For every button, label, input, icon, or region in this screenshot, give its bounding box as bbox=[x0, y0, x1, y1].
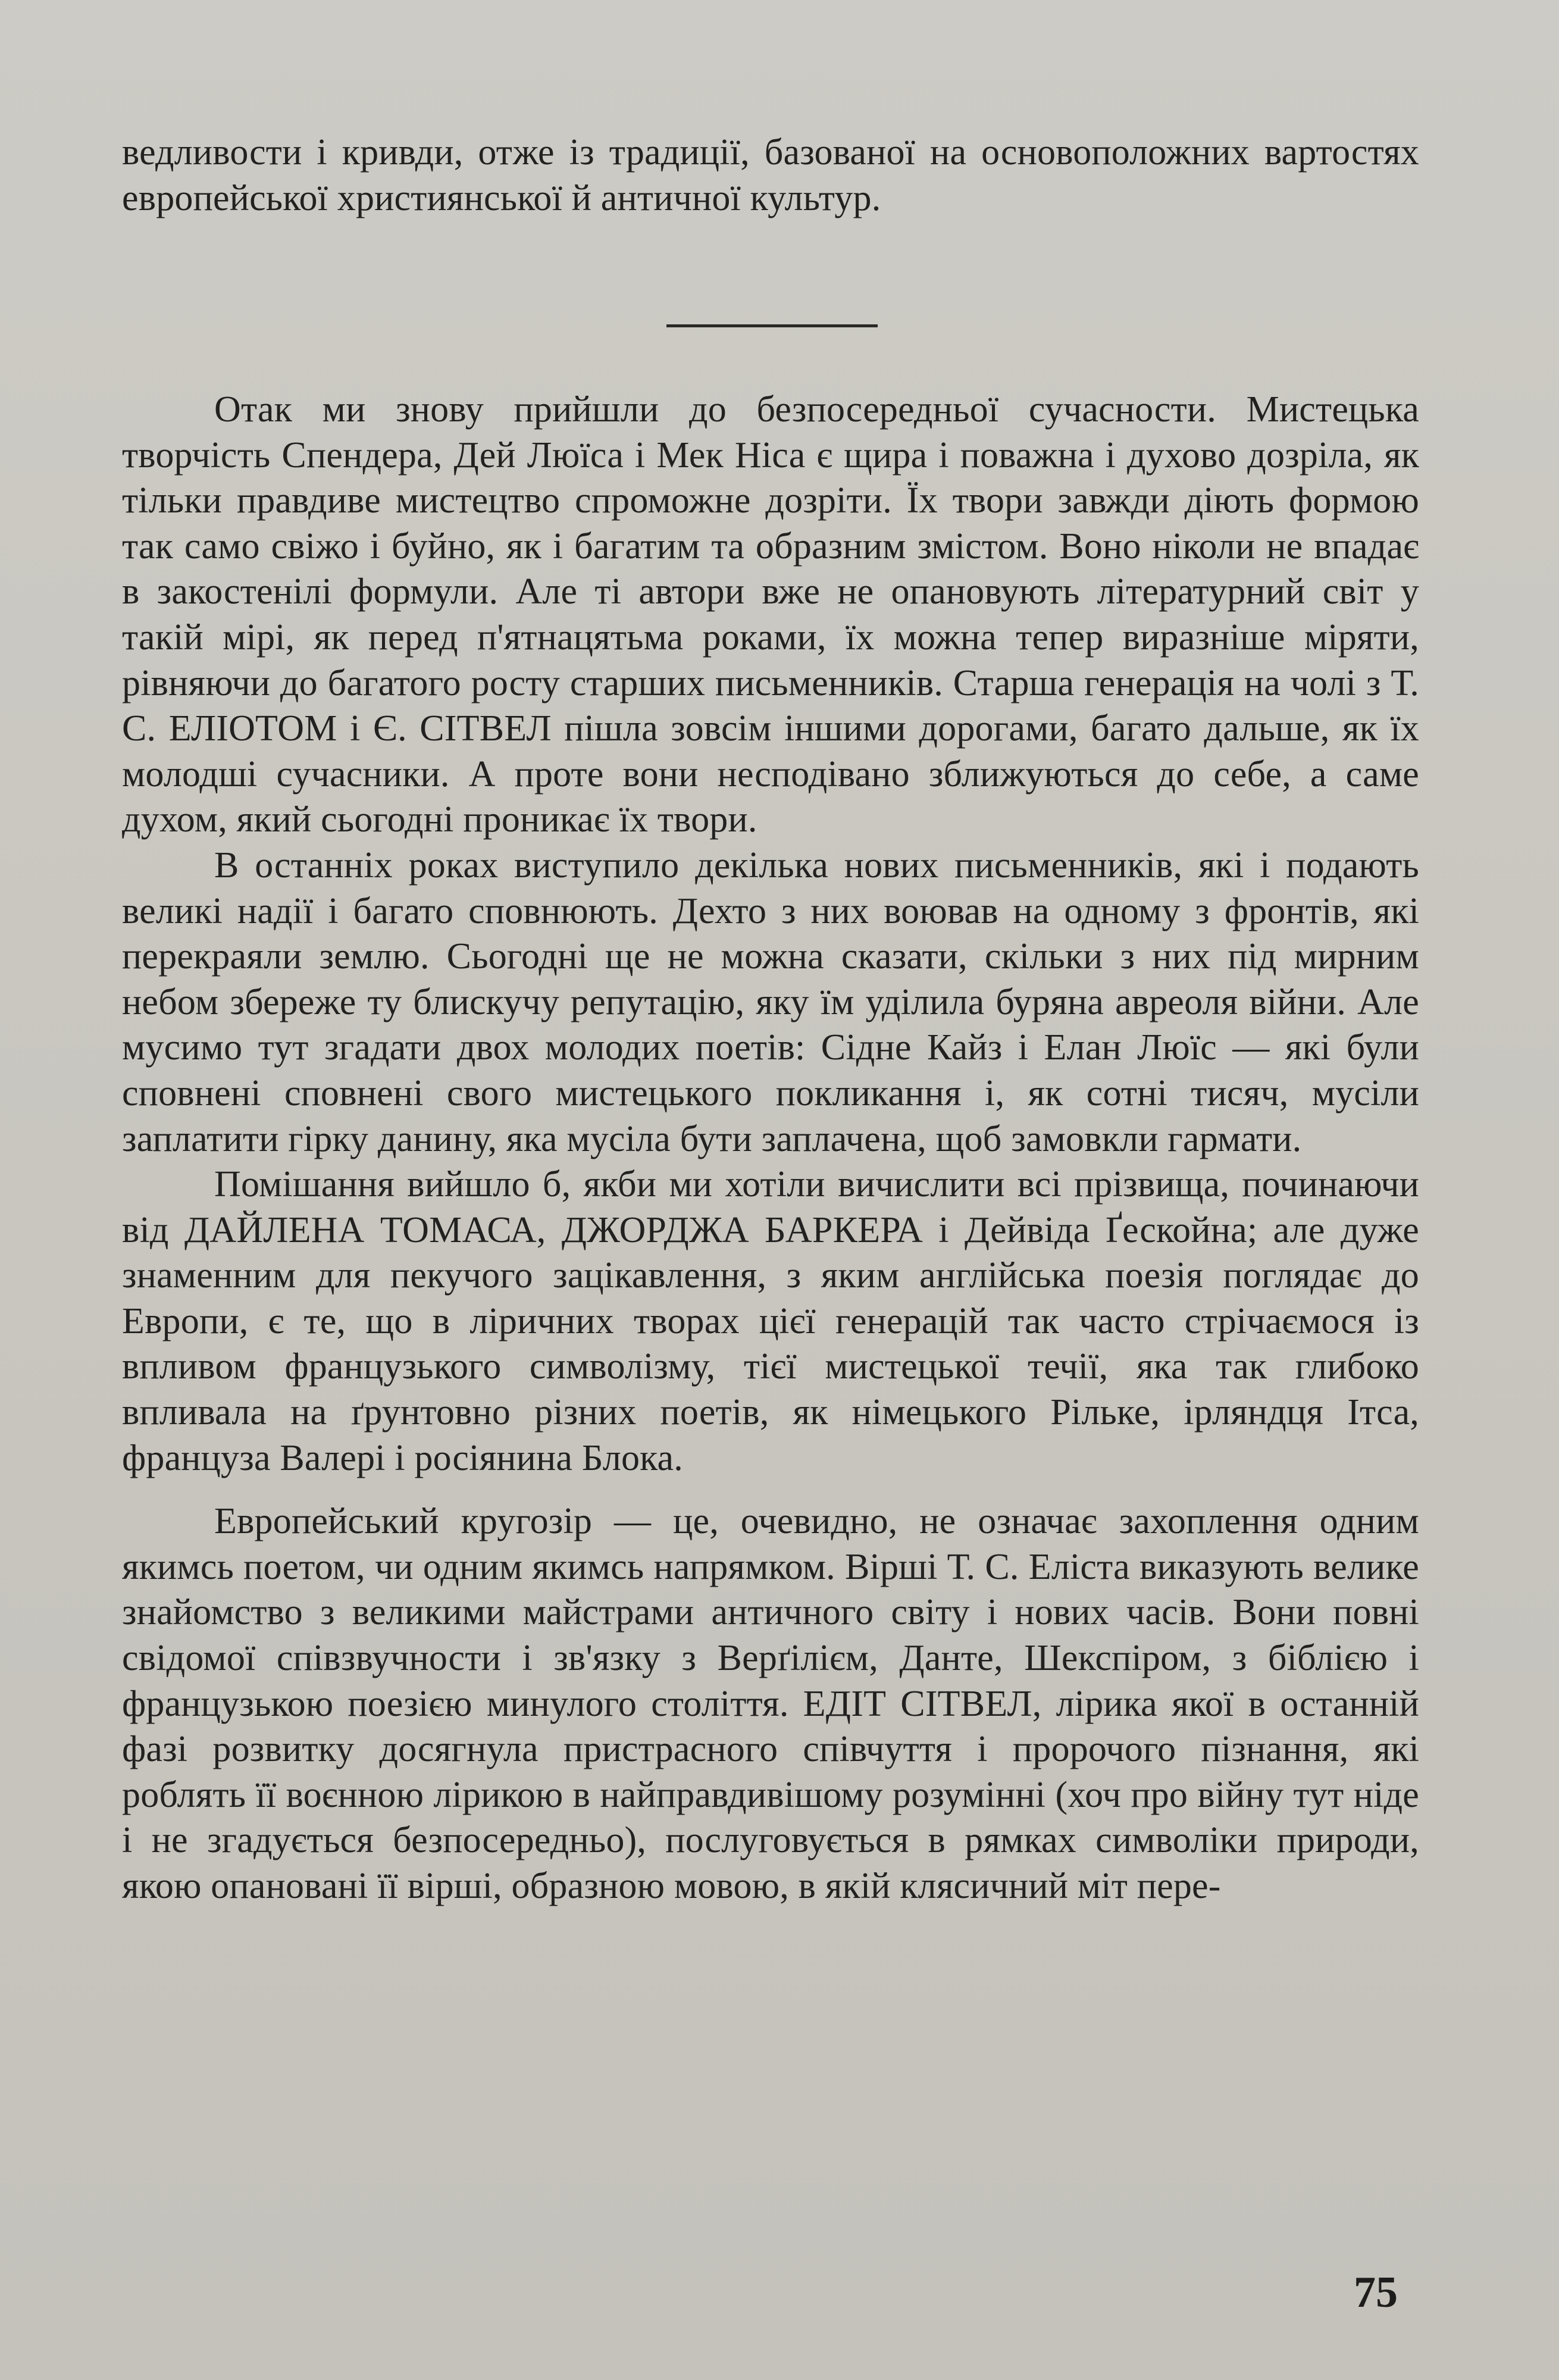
intro-paragraph-block bbox=[122, 130, 1419, 221]
paragraph-2: В останніх роках виступило декілька нових письменників, які і подають великі надії і багато сповнюють. Дехто з них воював на одному з фронтів, які перекраяли землю. Сьогодні ще не можна сказати, скільки з них під мирним небом збереже ту блискучу репутацію, яку їм уділила буряна авреоля війни. Але мусимо тут згадати двох молодих поетів: Сідне Кайз і Елан Люїс — які були сповнені сповнені свого мистецького покликання і, як сотні тисяч, мусіли заплатити гірку данину, яка мусіла бути заплачена, щоб замовкли гармати. bbox=[122, 845, 1419, 1159]
page-number: 75 bbox=[1354, 2268, 1398, 2317]
paragraph-4: Европейський кругозір — це, очевидно, не означає захоплення одним якимсь поетом, чи одним якимсь напрямком. Вірші Т. С. Еліста виказують велике знайомство з великими майстрами античного світу і нових часів. Вони повні свідомої співзвучности і зв'язку з Верґілієм, Данте, Шекспіром, з біблією і французькою поезією минулого століття. ЕДІТ СІТВЕЛ, лірика якої в останній фазі розвитку досягнула пристрасного співчуття і пророчого пізнання, які роблять її воєнною лірикою в найправдивішому розумінні (хоч про війну тут ніде і не згадується безпосередньо), послуговується в рямках символіки природи, якою опановані її вірші, образною мовою, в якій клясичний міт пере- bbox=[122, 1501, 1419, 1906]
paragraph-gap bbox=[122, 1481, 1419, 1499]
intro-paragraph: ведливости і кривди, отже із традиції, базованої на основоположних вартостях европейської християнської й античної культур. bbox=[122, 132, 1419, 218]
paragraph-1: Отак ми знову прийшли до безпосередньої сучасности. Мистецька творчість Спендера, Дей Люїса і Мек Ніса є щира і поважна і духово дозріла, як тільки правдиве мистецтво спроможне дозріти. Їх твори завжди діють формою так само свіжо і буйно, як і багатим та образним змістом. Воно ніколи не впадає в закостенілі формули. Але ті автори вже не опановують літературний світ у такій мірі, як перед п'ятнацятьма роками, їх можна тепер виразніше міряти, рівняючи до багатого росту старших письменників. Старша генерація на чолі з Т. С. ЕЛІОТОМ і Є. СІТВЕЛ пішла зовсім іншими дорогами, багато дальше, як їх молодші сучасники. А проте вони несподівано зближуються до себе, а саме духом, який сьогодні проникає їх твори. bbox=[122, 389, 1419, 840]
paragraph-3: Помішання вийшло б, якби ми хотіли вичислити всі прізвища, починаючи від ДАЙЛЕНА ТОМАСА, ДЖОРДЖА БАРКЕРА і Дейвіда Ґескойна; але дуже знаменним для пекучого зацікавлення, з яким англійська поезія поглядає до Европи, є те, що в ліричних творах цієї генерацій так часто стрічаємося із впливом французького символізму, тієї мистецької течії, яка так глибоко впливала на ґрунтовно різних поетів, як німецького Рільке, ірляндця Ітса, француза Валері і росіянина Блока. bbox=[122, 1164, 1419, 1478]
main-text-block bbox=[122, 387, 1419, 1909]
section-divider bbox=[666, 324, 878, 327]
